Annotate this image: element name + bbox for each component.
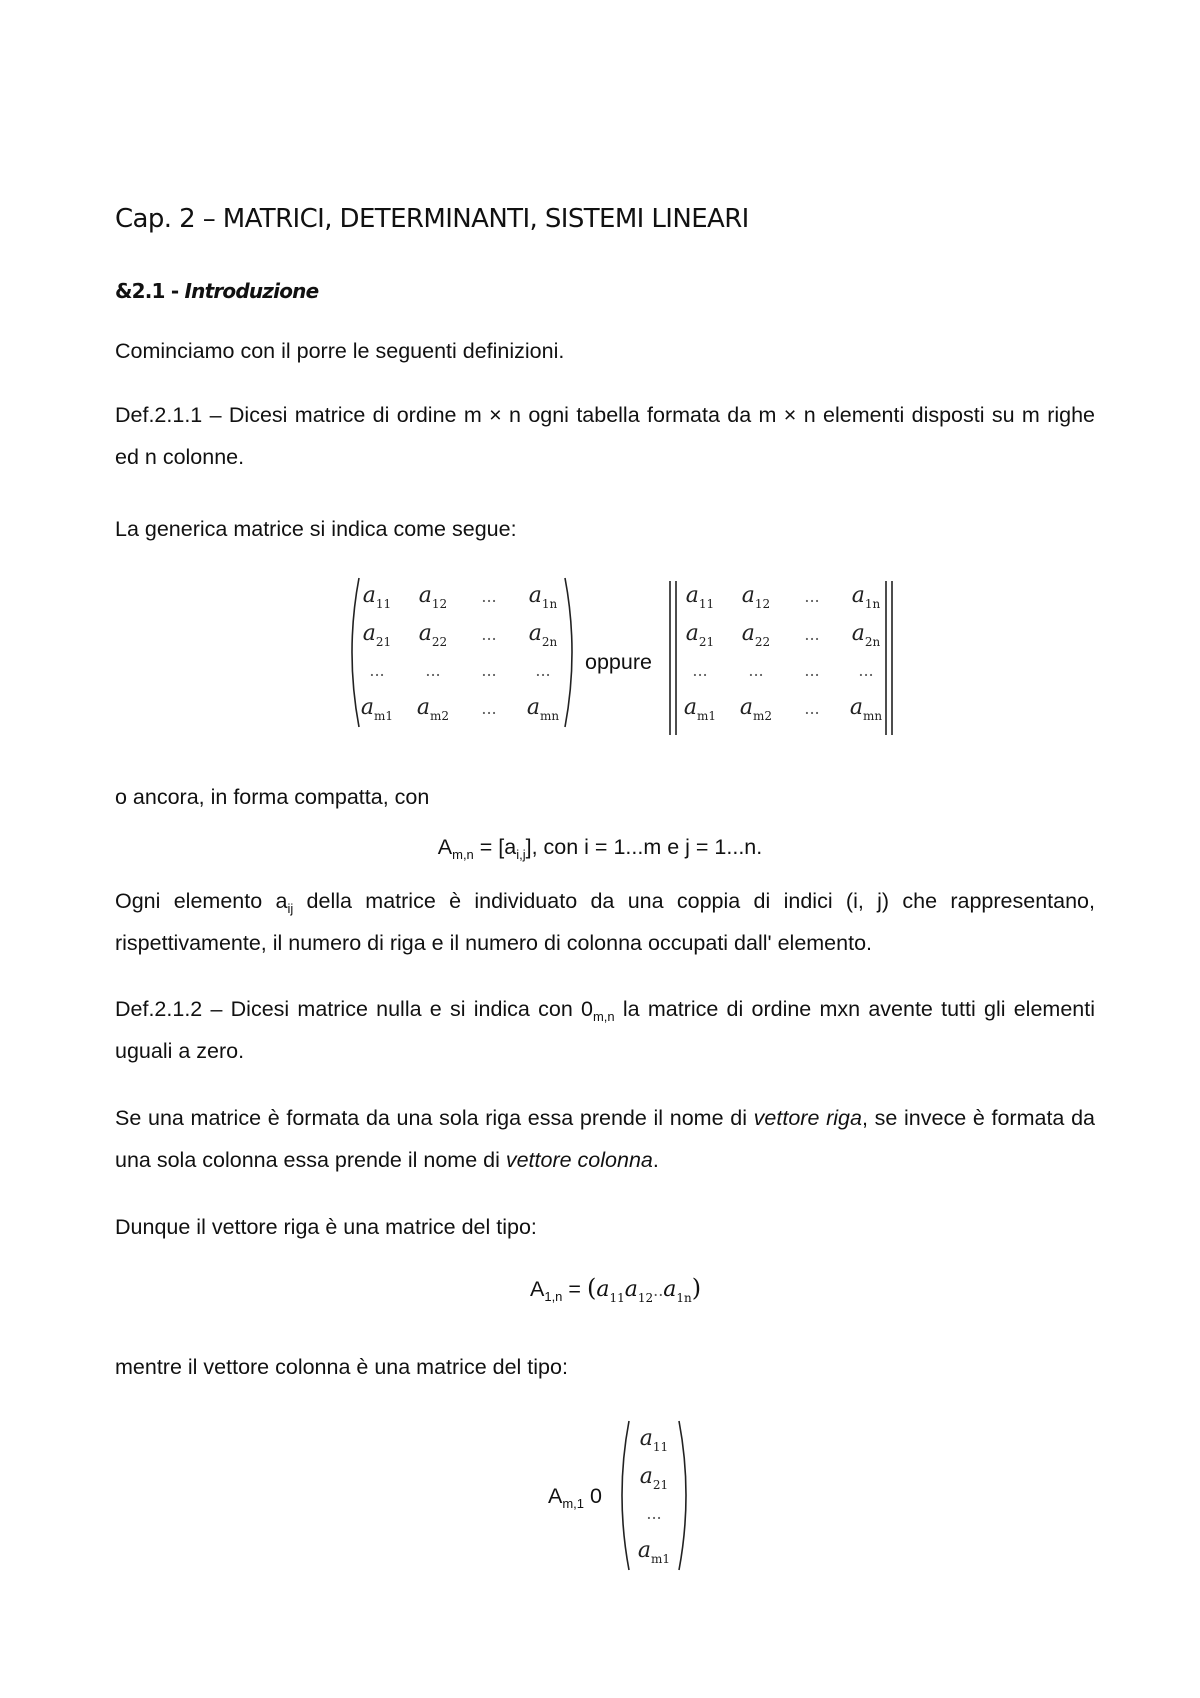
matrix-cell: $a_{mn}$ (849, 695, 883, 723)
row-vector-element: $a_{11}$ (596, 1277, 625, 1305)
matrix-cell: ... (858, 661, 874, 680)
col-vector-A-sub: m,1 (562, 1496, 585, 1511)
section-number: &2.1 - (115, 279, 185, 303)
compact-intro: o ancora, in forma compatta, con (115, 785, 430, 809)
formula-rest: ], con i = 1...m e j = 1...n. (525, 835, 763, 859)
matrix-cell: ... (804, 587, 820, 606)
def2-text-post: la matrice di ordine mxn avente tutti gli elementi uguali a zero. (115, 997, 1095, 1063)
definition-text: – Dicesi matrice di ordine m × n ogni tabella formata da m × n elementi disposti su m righe ed n colonne. (115, 403, 1095, 469)
row-vector-formula (530, 1274, 702, 1305)
formula-A: A (437, 835, 453, 859)
row-vector-element: $a_{1n}$ (663, 1277, 692, 1305)
col-vector-intro: mentre il vettore colonna è una matrice del tipo: (115, 1355, 568, 1379)
row-vector-intro: Dunque il vettore riga è una matrice del tipo: (115, 1215, 537, 1239)
term-row-vector: vettore riga (753, 1106, 862, 1130)
vectors-text-3: . (652, 1148, 659, 1172)
matrix-cell: $a_{11}$ (685, 583, 715, 611)
matrix-parenthesis (345, 575, 579, 730)
def2-sub: m,n (592, 1009, 615, 1024)
chapter-title: Cap. 2 – MATRICI, DETERMINANTI, SISTEMI LINEARI (115, 204, 749, 234)
matrix-cell: ... (804, 625, 820, 644)
row-vector-elements (596, 1277, 692, 1305)
matrix-cell: $a_{2n}$ (851, 621, 881, 649)
matrix-cell: ... (748, 661, 764, 680)
matrix-cell: $a_{mn}$ (526, 695, 560, 723)
matrix-cell: ... (425, 661, 441, 680)
vectors-paragraph (115, 1097, 1095, 1181)
intro-paragraph: Cominciamo con il porre le seguenti definizioni. (115, 339, 565, 363)
matrix-cell: $a_{21}$ (362, 621, 392, 649)
matrix-cell: $a_{12}$ (741, 583, 771, 611)
matrix-cell: $a_{21}$ (685, 621, 715, 649)
matrix-cell: ... (481, 661, 497, 680)
column-vector-cell: $a_{11}$ (639, 1426, 669, 1454)
def2-text-pre: Def.2.1.2 – Dicesi matrice nulla e si indica con 0 (115, 997, 593, 1021)
column-vector-cell: $a_{m1}$ (637, 1538, 671, 1566)
vectors-text-2: , se invece è formata da una sola colonna essa prende il nome di (115, 1106, 1095, 1172)
definition-2-1-1 (115, 394, 1095, 478)
col-vector-eq: 0 (584, 1484, 602, 1508)
element-sub: ij (287, 901, 294, 916)
matrix-cell: $a_{m2}$ (739, 695, 773, 723)
row-vector-A: A (530, 1277, 545, 1301)
matrix-cell: ... (481, 699, 497, 718)
matrix-cell: $a_{1n}$ (528, 583, 558, 611)
col-vector-label (548, 1484, 602, 1509)
matrix-cell: $a_{22}$ (741, 621, 771, 649)
row-vector-open-paren: ( (586, 1274, 597, 1302)
formula-a-sub: i,j (516, 847, 526, 862)
row-vector-element: .. (653, 1281, 664, 1300)
matrix-cell: ... (481, 587, 497, 606)
matrix-cell: ... (804, 661, 820, 680)
element-paragraph (115, 880, 1095, 964)
row-vector-element: $a_{12}$ (624, 1277, 654, 1305)
section-name: Introduzione (184, 279, 319, 303)
row-vector-A-sub: 1,n (544, 1289, 563, 1304)
matrix-cell: $a_{1n}$ (851, 583, 881, 611)
column-vector-cell: ... (646, 1504, 662, 1523)
matrix-cell: ... (369, 661, 385, 680)
definition-2-1-2 (115, 988, 1095, 1072)
matrix-cell: ... (804, 699, 820, 718)
matrix-double-bar (668, 575, 902, 730)
formula-eq: = [a (473, 835, 517, 859)
column-vector (615, 1418, 693, 1573)
section-heading (115, 279, 1095, 303)
row-vector-close-paren: ) (691, 1274, 702, 1302)
matrix-cell: $a_{11}$ (362, 583, 392, 611)
compact-formula (0, 835, 1200, 860)
matrix-cell: ... (535, 661, 551, 680)
row-vector-eq: = (562, 1277, 587, 1301)
matrix-cell: $a_{m1}$ (360, 695, 394, 723)
matrix-cell: ... (481, 625, 497, 644)
matrix-cell: $a_{m1}$ (683, 695, 717, 723)
term-column-vector: vettore colonna (505, 1148, 653, 1172)
col-vector-A: A (548, 1484, 563, 1508)
definition-label: Def.2.1.1 (115, 403, 203, 427)
formula-A-sub: m,n (452, 847, 474, 862)
matrix-cell: ... (692, 661, 708, 680)
matrix-cell: $a_{22}$ (418, 621, 448, 649)
matrix-cell: $a_{12}$ (418, 583, 448, 611)
matrix-cell: $a_{2n}$ (528, 621, 558, 649)
element-text-post: della matrice è individuato da una coppia di indici (i, j) che rappresentano, rispettivamente, il numero di riga e il numero di colonna occupati dall' elemento. (115, 889, 1095, 955)
vectors-text-1: Se una matrice è formata da una sola riga essa prende il nome di (115, 1106, 754, 1130)
generic-matrix-intro: La generica matrice si indica come segue: (115, 517, 517, 541)
oppure-text: oppure (585, 650, 652, 674)
element-text-pre: Ogni elemento a (115, 889, 288, 913)
column-vector-cell: $a_{21}$ (639, 1464, 669, 1492)
matrix-cell: $a_{m2}$ (416, 695, 450, 723)
